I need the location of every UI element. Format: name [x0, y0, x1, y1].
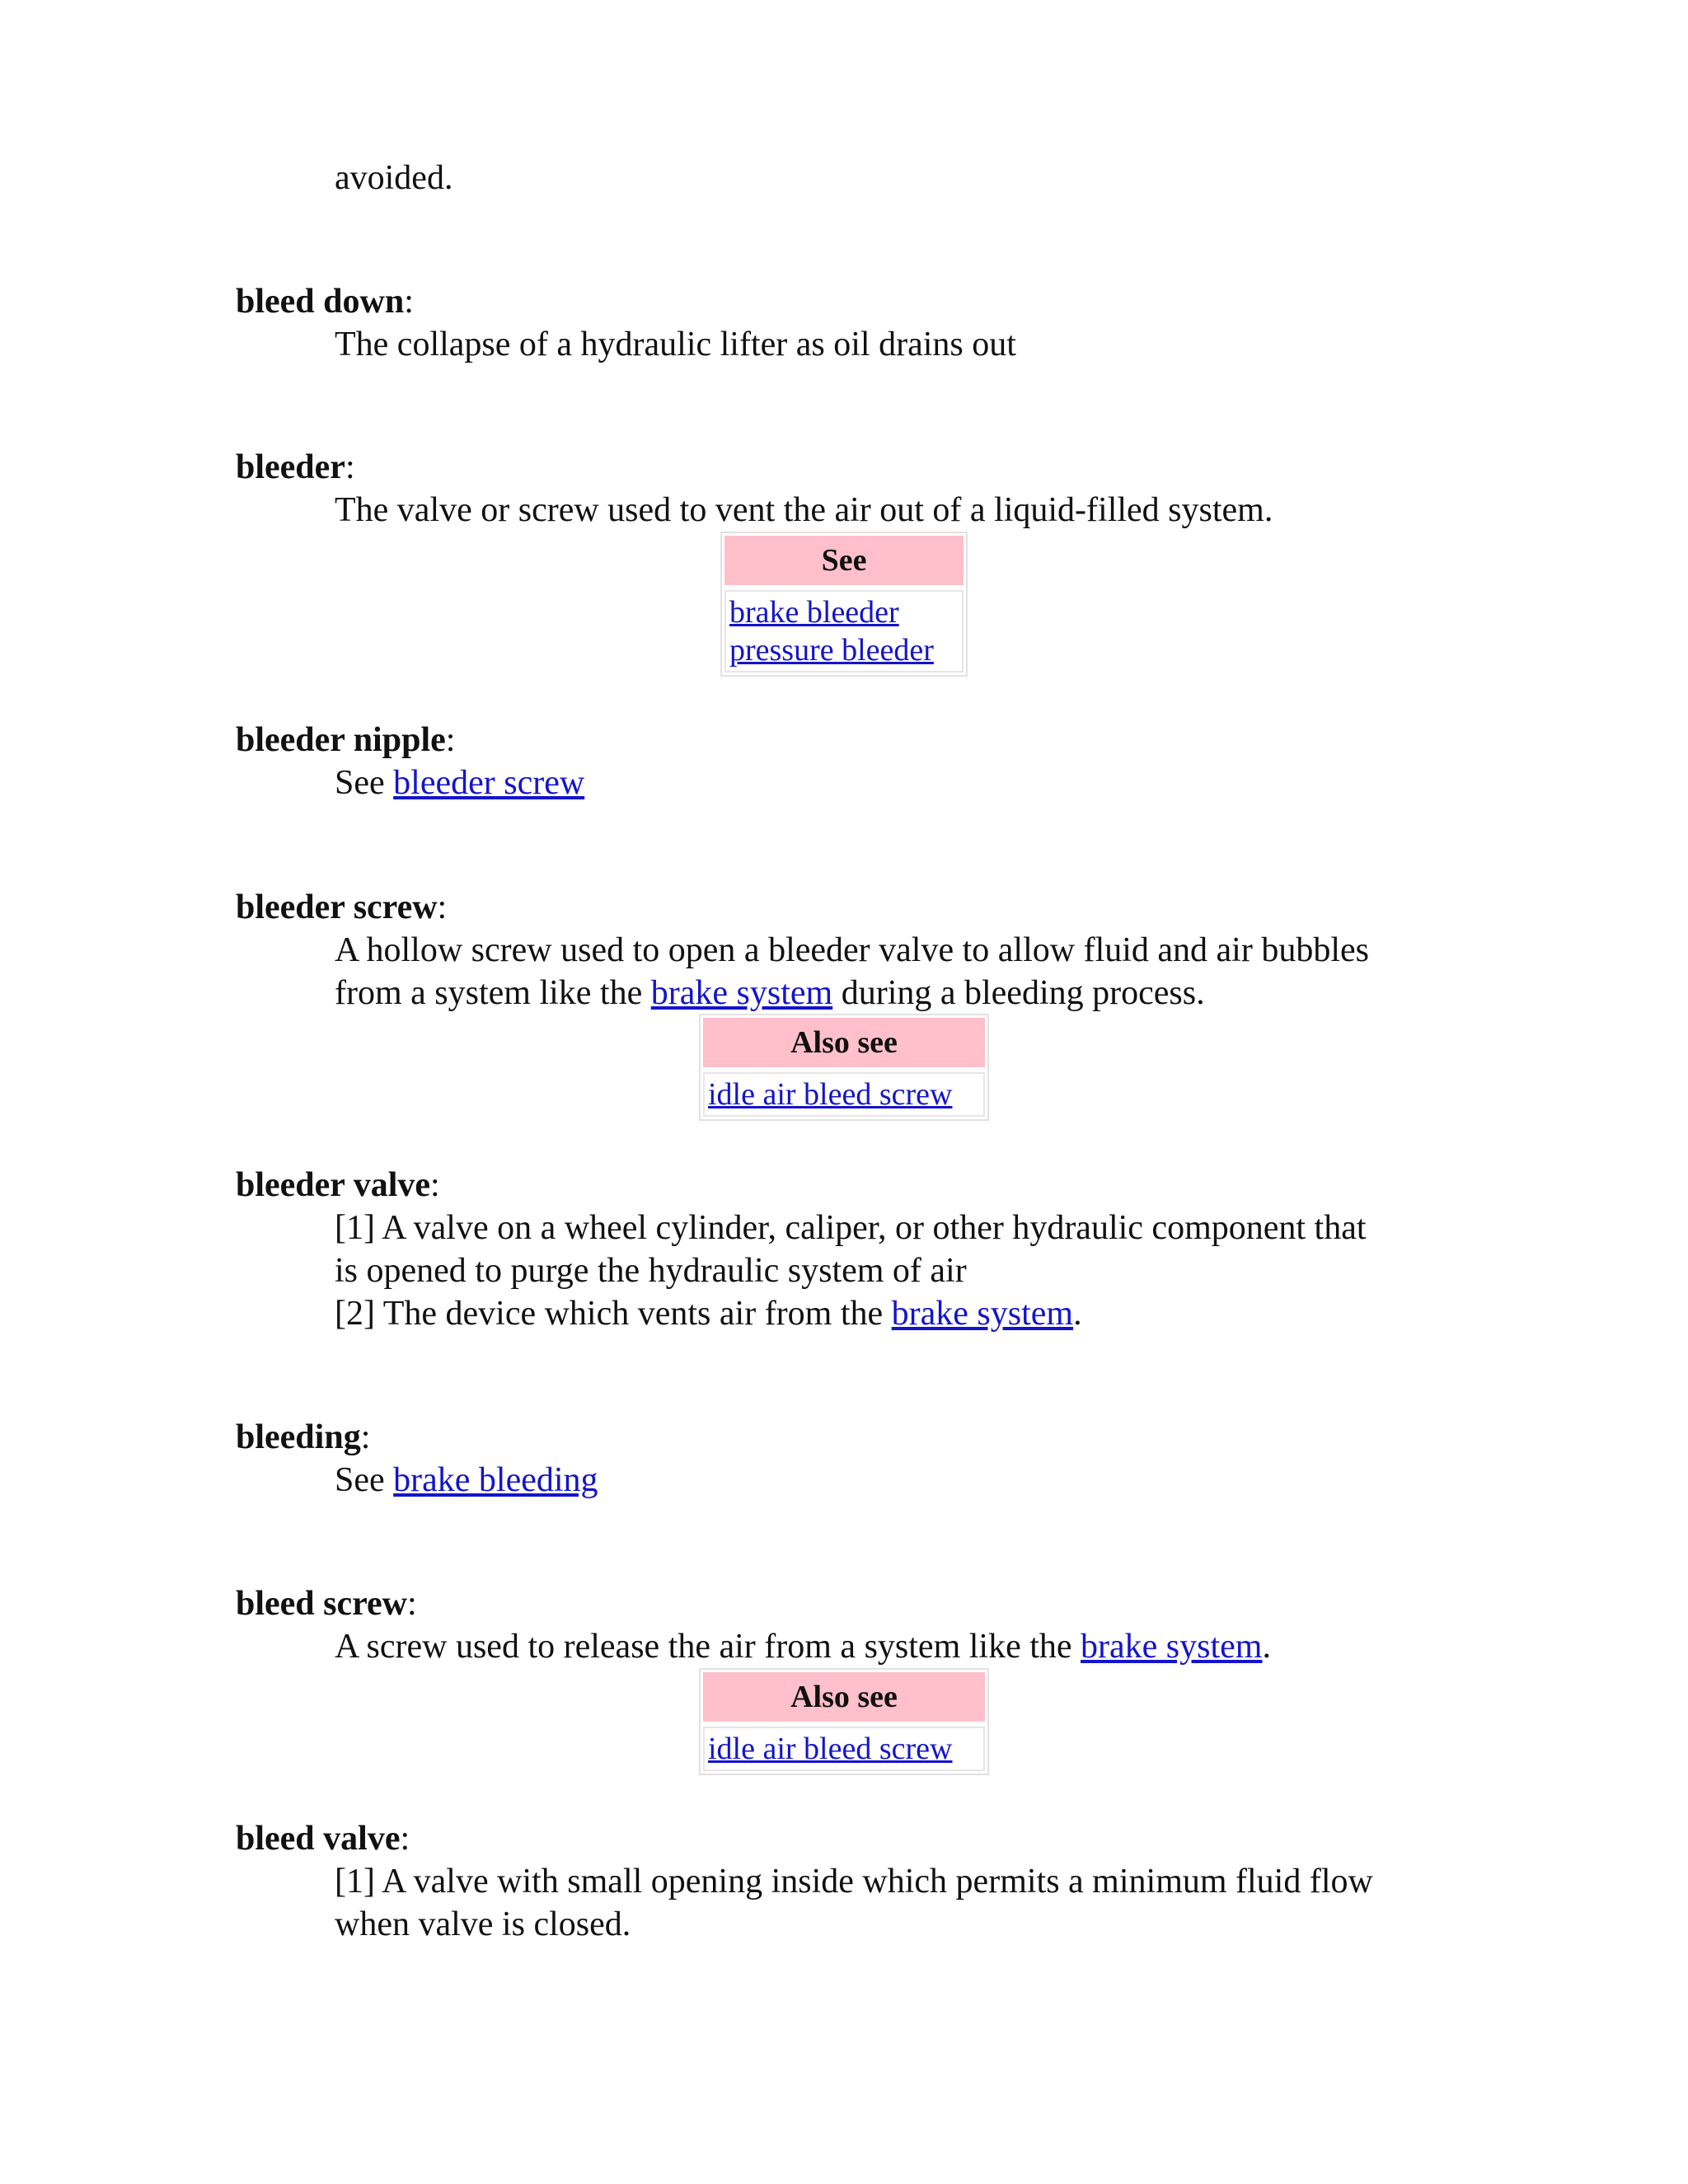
- see-box-title: See: [724, 536, 964, 585]
- also-see-box-bleed-screw: [699, 1668, 989, 1775]
- term-colon: :: [400, 1820, 410, 1858]
- definition-line-1: [1] A valve on a wheel cylinder, caliper, or other hydraulic component that: [335, 1209, 1367, 1247]
- see-box-links: [703, 1727, 985, 1771]
- see-prefix: See: [335, 764, 394, 802]
- glossary-term-bleeder-valve: [236, 1164, 440, 1207]
- definition-line-2: is opened to purge the hydraulic system of air: [335, 1252, 967, 1290]
- see-box-links: [703, 1072, 985, 1117]
- definition-text: [335, 157, 1472, 199]
- term-colon: :: [445, 721, 456, 759]
- link-idle-air-bleed-screw[interactable]: idle air bleed screw: [708, 1732, 953, 1766]
- definition-bleeder-screw: [335, 929, 1472, 1015]
- definition-text: A screw used to release the air from a system like the: [335, 1628, 1081, 1666]
- glossary-term-bleeder-nipple: [236, 719, 455, 762]
- term-colon: :: [360, 1418, 371, 1456]
- see-box-bleeder: [720, 532, 968, 677]
- glossary-term-bleeder-screw: [236, 886, 447, 929]
- term-label: bleed down: [236, 283, 405, 321]
- see-box-links: [724, 590, 964, 673]
- definition-bleeder-nipple: [335, 762, 1472, 804]
- definition-text: [2] The device which vents air from the: [335, 1295, 892, 1333]
- term-colon: :: [345, 448, 355, 486]
- definition-text: The collapse of a hydraulic lifter as oil drains out: [335, 326, 1016, 363]
- term-label: bleeding: [236, 1418, 361, 1456]
- term-label: bleeder valve: [236, 1166, 431, 1204]
- definition-line-1: [1] A valve with small opening inside which permits a minimum fluid flow: [335, 1863, 1373, 1900]
- see-box-title: Also see: [703, 1018, 985, 1067]
- glossary-term-bleed-valve: [236, 1817, 410, 1860]
- definition-bleed-screw: [335, 1625, 1472, 1668]
- definition-bleed-valve: [335, 1860, 1472, 1946]
- definition-bleeder: [335, 489, 1472, 532]
- term-label: bleed screw: [236, 1585, 408, 1623]
- definition-continuation: avoided.: [335, 159, 453, 197]
- definition-bleeding: [335, 1459, 1472, 1502]
- term-colon: :: [430, 1166, 440, 1204]
- definition-text: from a system like the: [335, 974, 651, 1012]
- see-prefix: See: [335, 1461, 394, 1499]
- link-pressure-bleeder[interactable]: pressure bleeder: [729, 633, 934, 668]
- link-brake-bleeder[interactable]: brake bleeder: [729, 595, 899, 630]
- definition-line-3: [335, 1292, 1472, 1335]
- link-brake-system[interactable]: brake system: [891, 1295, 1074, 1333]
- term-colon: :: [404, 283, 414, 321]
- link-brake-bleeding[interactable]: brake bleeding: [393, 1461, 598, 1499]
- glossary-term-bleed-screw: [236, 1582, 417, 1625]
- definition-bleeder-valve: [335, 1207, 1472, 1335]
- term-colon: :: [437, 888, 448, 926]
- term-label: bleeder nipple: [236, 721, 446, 759]
- also-see-box-bleeder-screw: [699, 1014, 989, 1121]
- glossary-term-bleed-down: [236, 280, 414, 323]
- definition-line-2: when valve is closed.: [335, 1905, 631, 1943]
- glossary-term-bleeding: [236, 1416, 370, 1459]
- see-box-title: Also see: [703, 1672, 985, 1722]
- term-label: bleeder screw: [236, 888, 438, 926]
- link-brake-system[interactable]: brake system: [1081, 1628, 1263, 1666]
- term-label: bleeder: [236, 448, 345, 486]
- definition-text: .: [1073, 1295, 1082, 1333]
- definition-text: The valve or screw used to vent the air out of a liquid-filled system.: [335, 491, 1273, 529]
- link-brake-system[interactable]: brake system: [650, 974, 833, 1012]
- term-colon: :: [407, 1585, 417, 1623]
- definition-line-2: [335, 972, 1472, 1015]
- glossary-term-bleeder: [236, 446, 355, 489]
- term-label: bleed valve: [236, 1820, 401, 1858]
- definition-line-1: A hollow screw used to open a bleeder valve to allow fluid and air bubbles: [335, 931, 1369, 969]
- link-bleeder-screw[interactable]: bleeder screw: [393, 764, 585, 802]
- definition-text: during a bleeding process.: [832, 974, 1205, 1012]
- definition-text: .: [1262, 1628, 1271, 1666]
- definition-bleed-down: [335, 323, 1472, 366]
- link-idle-air-bleed-screw[interactable]: idle air bleed screw: [708, 1077, 953, 1112]
